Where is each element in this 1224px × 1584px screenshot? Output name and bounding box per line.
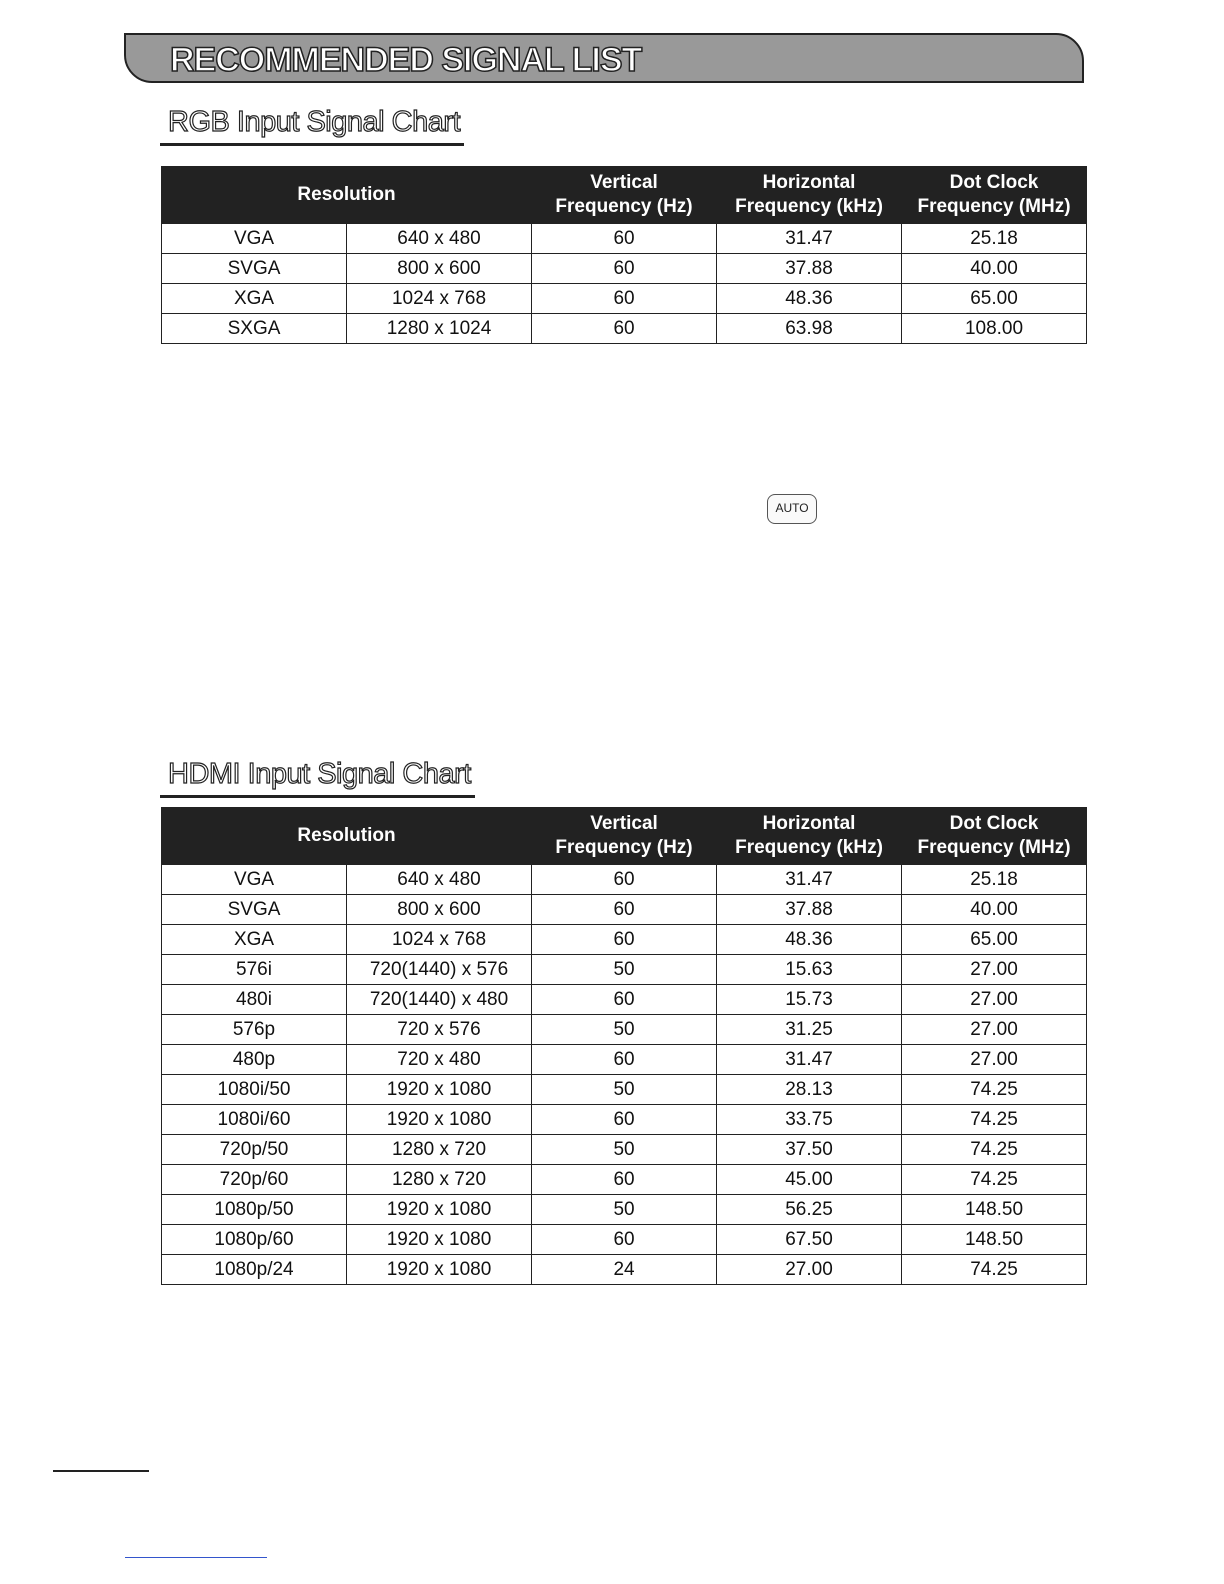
horizontal-frequency-cell: 37.88 xyxy=(717,895,902,925)
vertical-frequency-cell: 60 xyxy=(532,1045,717,1075)
rgb-table-body xyxy=(162,224,1087,344)
table-row xyxy=(162,925,1087,955)
vertical-frequency-header xyxy=(532,167,717,224)
dot-clock-header xyxy=(902,167,1087,224)
resolution-cell: 720 x 576 xyxy=(347,1015,532,1045)
dot-clock-cell: 148.50 xyxy=(902,1225,1087,1255)
table-row xyxy=(162,865,1087,895)
signal-name-cell: 576p xyxy=(162,1015,347,1045)
vertical-frequency-cell: 24 xyxy=(532,1255,717,1285)
header-line: Frequency (MHz) xyxy=(917,837,1071,858)
table-row xyxy=(162,1015,1087,1045)
hdmi-table-body xyxy=(162,865,1087,1285)
horizontal-frequency-cell: 31.25 xyxy=(717,1015,902,1045)
vertical-frequency-cell: 60 xyxy=(532,985,717,1015)
signal-name-cell: SXGA xyxy=(162,314,347,344)
signal-name-cell: XGA xyxy=(162,284,347,314)
table-row xyxy=(162,224,1087,254)
table-row xyxy=(162,1135,1087,1165)
dot-clock-cell: 74.25 xyxy=(902,1255,1087,1285)
resolution-header: Resolution xyxy=(162,808,532,865)
resolution-cell: 720(1440) x 576 xyxy=(347,955,532,985)
header-line: Frequency (MHz) xyxy=(917,196,1071,217)
table-header-row xyxy=(162,167,1087,224)
resolution-cell: 1920 x 1080 xyxy=(347,1105,532,1135)
resolution-cell: 1280 x 1024 xyxy=(347,314,532,344)
signal-name-cell: VGA xyxy=(162,865,347,895)
signal-name-cell: SVGA xyxy=(162,254,347,284)
dot-clock-cell: 74.25 xyxy=(902,1075,1087,1105)
horizontal-frequency-cell: 48.36 xyxy=(717,925,902,955)
resolution-cell: 640 x 480 xyxy=(347,865,532,895)
dot-clock-header xyxy=(902,808,1087,865)
horizontal-frequency-cell: 48.36 xyxy=(717,284,902,314)
horizontal-frequency-cell: 33.75 xyxy=(717,1105,902,1135)
table-row xyxy=(162,1255,1087,1285)
vertical-frequency-cell: 60 xyxy=(532,895,717,925)
signal-name-cell: 480p xyxy=(162,1045,347,1075)
header-line: Frequency (Hz) xyxy=(555,196,693,217)
horizontal-frequency-header xyxy=(717,808,902,865)
rgb-signal-table xyxy=(161,166,1087,344)
hdmi-chart-title: HDMI Input Signal Chart xyxy=(160,758,475,798)
vertical-frequency-cell: 50 xyxy=(532,1075,717,1105)
signal-name-cell: 1080p/60 xyxy=(162,1225,347,1255)
signal-name-cell: 1080p/24 xyxy=(162,1255,347,1285)
signal-name-cell: 1080i/60 xyxy=(162,1105,347,1135)
table-row xyxy=(162,314,1087,344)
resolution-cell: 1920 x 1080 xyxy=(347,1255,532,1285)
horizontal-frequency-cell: 63.98 xyxy=(717,314,902,344)
vertical-frequency-cell: 60 xyxy=(532,925,717,955)
footer-link-underline xyxy=(125,1557,267,1558)
horizontal-frequency-cell: 56.25 xyxy=(717,1195,902,1225)
dot-clock-cell: 27.00 xyxy=(902,985,1087,1015)
header-line: Horizontal xyxy=(762,172,856,193)
horizontal-frequency-cell: 15.63 xyxy=(717,955,902,985)
table-row xyxy=(162,254,1087,284)
horizontal-frequency-header xyxy=(717,167,902,224)
horizontal-frequency-cell: 67.50 xyxy=(717,1225,902,1255)
vertical-frequency-cell: 60 xyxy=(532,314,717,344)
horizontal-frequency-cell: 31.47 xyxy=(717,865,902,895)
header-line: Vertical xyxy=(590,172,658,193)
vertical-frequency-header xyxy=(532,808,717,865)
resolution-cell: 1024 x 768 xyxy=(347,925,532,955)
table-row xyxy=(162,1105,1087,1135)
table-row xyxy=(162,1195,1087,1225)
horizontal-frequency-cell: 28.13 xyxy=(717,1075,902,1105)
table-row xyxy=(162,955,1087,985)
table-row xyxy=(162,284,1087,314)
vertical-frequency-cell: 60 xyxy=(532,284,717,314)
dot-clock-cell: 40.00 xyxy=(902,254,1087,284)
horizontal-frequency-cell: 31.47 xyxy=(717,1045,902,1075)
table-header-row xyxy=(162,808,1087,865)
resolution-cell: 1920 x 1080 xyxy=(347,1225,532,1255)
dot-clock-cell: 25.18 xyxy=(902,865,1087,895)
signal-name-cell: 576i xyxy=(162,955,347,985)
header-line: Frequency (kHz) xyxy=(735,837,883,858)
vertical-frequency-cell: 60 xyxy=(532,865,717,895)
signal-name-cell: 1080i/50 xyxy=(162,1075,347,1105)
horizontal-frequency-cell: 31.47 xyxy=(717,224,902,254)
header-line: Dot Clock xyxy=(949,172,1039,193)
horizontal-frequency-cell: 15.73 xyxy=(717,985,902,1015)
vertical-frequency-cell: 60 xyxy=(532,1225,717,1255)
header-line: Vertical xyxy=(590,813,658,834)
hdmi-signal-table xyxy=(161,807,1087,1285)
vertical-frequency-cell: 60 xyxy=(532,1165,717,1195)
dot-clock-cell: 74.25 xyxy=(902,1165,1087,1195)
resolution-header: Resolution xyxy=(162,167,532,224)
resolution-cell: 1280 x 720 xyxy=(347,1165,532,1195)
auto-button-icon: AUTO xyxy=(767,494,817,524)
dot-clock-cell: 74.25 xyxy=(902,1135,1087,1165)
horizontal-frequency-cell: 45.00 xyxy=(717,1165,902,1195)
dot-clock-cell: 27.00 xyxy=(902,1045,1087,1075)
table-row xyxy=(162,895,1087,925)
table-row xyxy=(162,1225,1087,1255)
vertical-frequency-cell: 60 xyxy=(532,254,717,284)
dot-clock-cell: 27.00 xyxy=(902,955,1087,985)
dot-clock-cell: 148.50 xyxy=(902,1195,1087,1225)
section-header-banner xyxy=(124,33,1084,83)
horizontal-frequency-cell: 27.00 xyxy=(717,1255,902,1285)
dot-clock-cell: 40.00 xyxy=(902,895,1087,925)
dot-clock-cell: 108.00 xyxy=(902,314,1087,344)
resolution-cell: 800 x 600 xyxy=(347,895,532,925)
footer-divider xyxy=(53,1470,149,1472)
signal-name-cell: 720p/50 xyxy=(162,1135,347,1165)
signal-name-cell: 720p/60 xyxy=(162,1165,347,1195)
rgb-chart-title: RGB Input Signal Chart xyxy=(160,106,464,146)
signal-name-cell: 480i xyxy=(162,985,347,1015)
vertical-frequency-cell: 50 xyxy=(532,1195,717,1225)
dot-clock-cell: 27.00 xyxy=(902,1015,1087,1045)
header-line: Dot Clock xyxy=(949,813,1039,834)
signal-name-cell: XGA xyxy=(162,925,347,955)
vertical-frequency-cell: 50 xyxy=(532,955,717,985)
dot-clock-cell: 74.25 xyxy=(902,1105,1087,1135)
resolution-cell: 720(1440) x 480 xyxy=(347,985,532,1015)
resolution-cell: 1920 x 1080 xyxy=(347,1075,532,1105)
resolution-cell: 1024 x 768 xyxy=(347,284,532,314)
resolution-cell: 640 x 480 xyxy=(347,224,532,254)
dot-clock-cell: 65.00 xyxy=(902,284,1087,314)
dot-clock-cell: 65.00 xyxy=(902,925,1087,955)
vertical-frequency-cell: 60 xyxy=(532,224,717,254)
resolution-cell: 720 x 480 xyxy=(347,1045,532,1075)
horizontal-frequency-cell: 37.50 xyxy=(717,1135,902,1165)
signal-name-cell: VGA xyxy=(162,224,347,254)
table-row xyxy=(162,1045,1087,1075)
vertical-frequency-cell: 50 xyxy=(532,1135,717,1165)
page-title: RECOMMENDED SIGNAL LIST xyxy=(170,41,642,79)
resolution-cell: 1280 x 720 xyxy=(347,1135,532,1165)
table-row xyxy=(162,985,1087,1015)
resolution-cell: 1920 x 1080 xyxy=(347,1195,532,1225)
header-line: Frequency (Hz) xyxy=(555,837,693,858)
header-line: Frequency (kHz) xyxy=(735,196,883,217)
vertical-frequency-cell: 50 xyxy=(532,1015,717,1045)
table-row xyxy=(162,1075,1087,1105)
signal-name-cell: 1080p/50 xyxy=(162,1195,347,1225)
signal-name-cell: SVGA xyxy=(162,895,347,925)
resolution-cell: 800 x 600 xyxy=(347,254,532,284)
table-row xyxy=(162,1165,1087,1195)
dot-clock-cell: 25.18 xyxy=(902,224,1087,254)
header-line: Horizontal xyxy=(762,813,856,834)
vertical-frequency-cell: 60 xyxy=(532,1105,717,1135)
horizontal-frequency-cell: 37.88 xyxy=(717,254,902,284)
